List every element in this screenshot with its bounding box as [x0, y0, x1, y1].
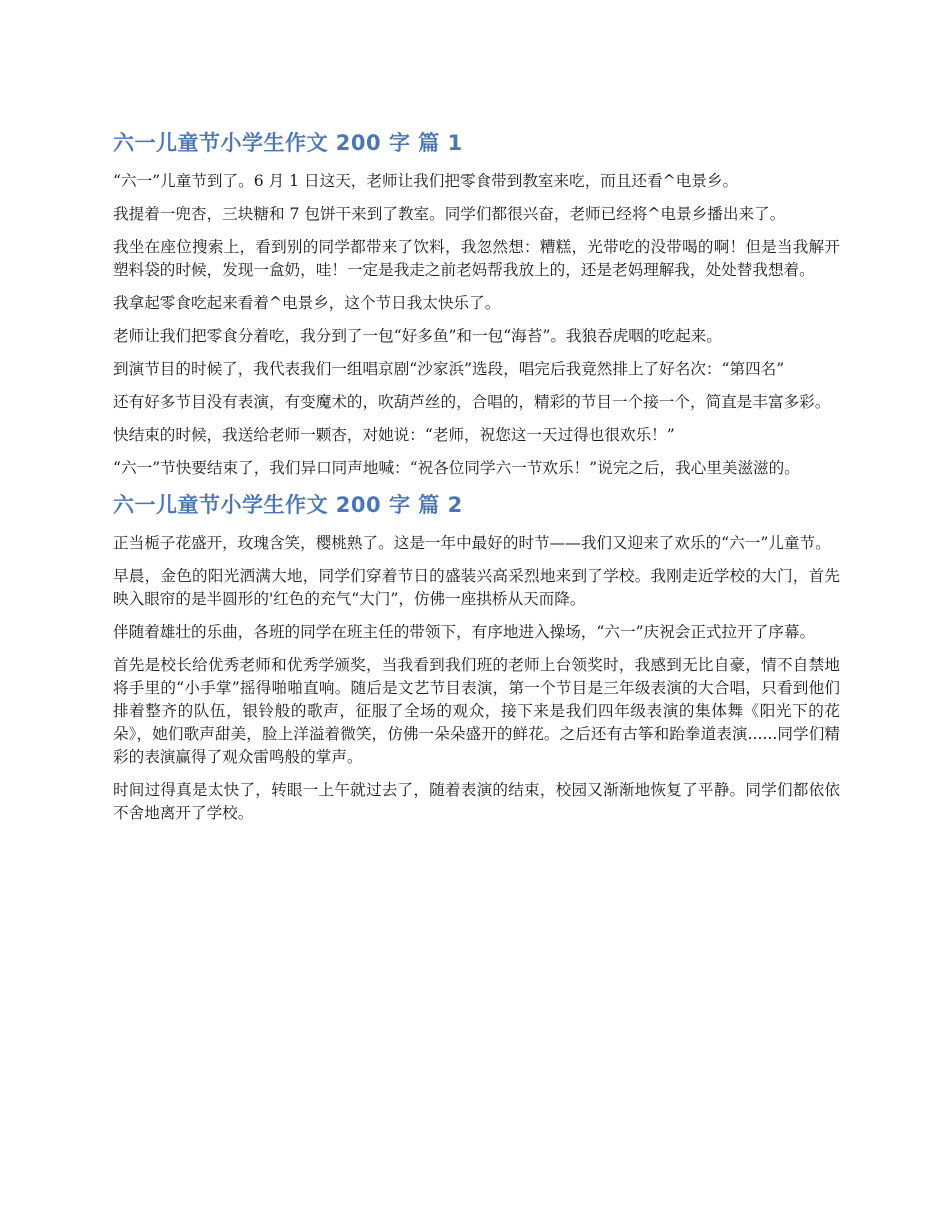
section-1-title: 六一儿童节小学生作文 200 字 篇 1	[113, 131, 463, 155]
section-1-paragraph-6: 到演节目的时候了，我代表我们一组唱京剧“沙家浜”选段，唱完后我竟然排上了好名次：“第四名”	[113, 360, 785, 378]
section-1-paragraph-2: 我提着一兜杏，三块糖和 7 包饼干来到了教室。同学们都很兴奋，老师已经将^电景乡播出来了。	[113, 205, 786, 223]
section-2-paragraph-4: 首先是校长给优秀老师和优秀学颁奖，当我看到我们班的老师上台领奖时，我感到无比自豪，情不自禁地将手里的“小手掌”摇得啪啪直响。随后是文艺节目表演，第一个节目是三年级表演的大合唱，只看到他们排着整齐的队伍，银铃般的歌声，征服了全场的观众，接下来是我们四年级表演的集体舞《阳光下的花朵》，她们歌声甜美，脸上洋溢着微笑，仿佛一朵朵盛开的鲜花。之后还有古筝和跆拳道表演......同学们精彩的表演赢得了观众雷鸣般的掌声。	[113, 656, 840, 766]
section-2-paragraph-5: 时间过得真是太快了，转眼一上午就过去了，随着表演的结束，校园又渐渐地恢复了平静。同学们都依依不舍地离开了学校。	[113, 781, 840, 822]
section-2-paragraph-2: 早晨，金色的阳光洒满大地，同学们穿着节日的盛装兴高采烈地来到了学校。我刚走近学校的大门，首先映入眼帘的是半圆形的'红色的充气“大门”，仿佛一座拱桥从天而降。	[113, 567, 840, 608]
section-2-paragraph-3: 伴随着雄壮的乐曲，各班的同学在班主任的带领下，有序地进入操场，“六一”庆祝会正式拉开了序幕。	[113, 623, 816, 641]
section-1-paragraph-3: 我坐在座位搜索上，看到别的同学都带来了饮料，我忽然想：糟糕，光带吃的没带喝的啊！但是当我解开塑料袋的时候，发现一盒奶，哇！一定是我走之前老妈帮我放上的，还是老妈理解我，处处替我想着。	[113, 238, 840, 279]
section-1-paragraph-1: “六一”儿童节到了。6 月 1 日这天，老师让我们把零食带到教室来吃，而且还看^电景乡。	[113, 172, 739, 190]
section-2-title: 六一儿童节小学生作文 200 字 篇 2	[113, 493, 463, 517]
section-2-paragraph-1: 正当栀子花盛开，玫瑰含笑，樱桃熟了。这是一年中最好的时节——我们又迎来了欢乐的“六一”儿童节。	[113, 534, 831, 552]
section-1-paragraph-5: 老师让我们把零食分着吃，我分到了一包“好多鱼”和一包“海苔”。我狼吞虎咽的吃起来。	[113, 327, 722, 345]
section-1-paragraph-7: 还有好多节目没有表演，有变魔术的，吹葫芦丝的，合唱的，精彩的节目一个接一个，简直是丰富多彩。	[113, 393, 831, 411]
section-1-paragraph-4: 我拿起零食吃起来看着^电景乡，这个节日我太快乐了。	[113, 294, 501, 312]
document-page	[113, 128, 840, 835]
section-1-paragraph-8: 快结束的时候，我送给老师一颗杏，对她说：“老师，祝您这一天过得也很欢乐！”	[113, 426, 675, 444]
section-1-paragraph-9: “六一”节快要结束了，我们异口同声地喊：“祝各位同学六一节欢乐！”说完之后，我心里美滋滋的。	[113, 459, 800, 477]
